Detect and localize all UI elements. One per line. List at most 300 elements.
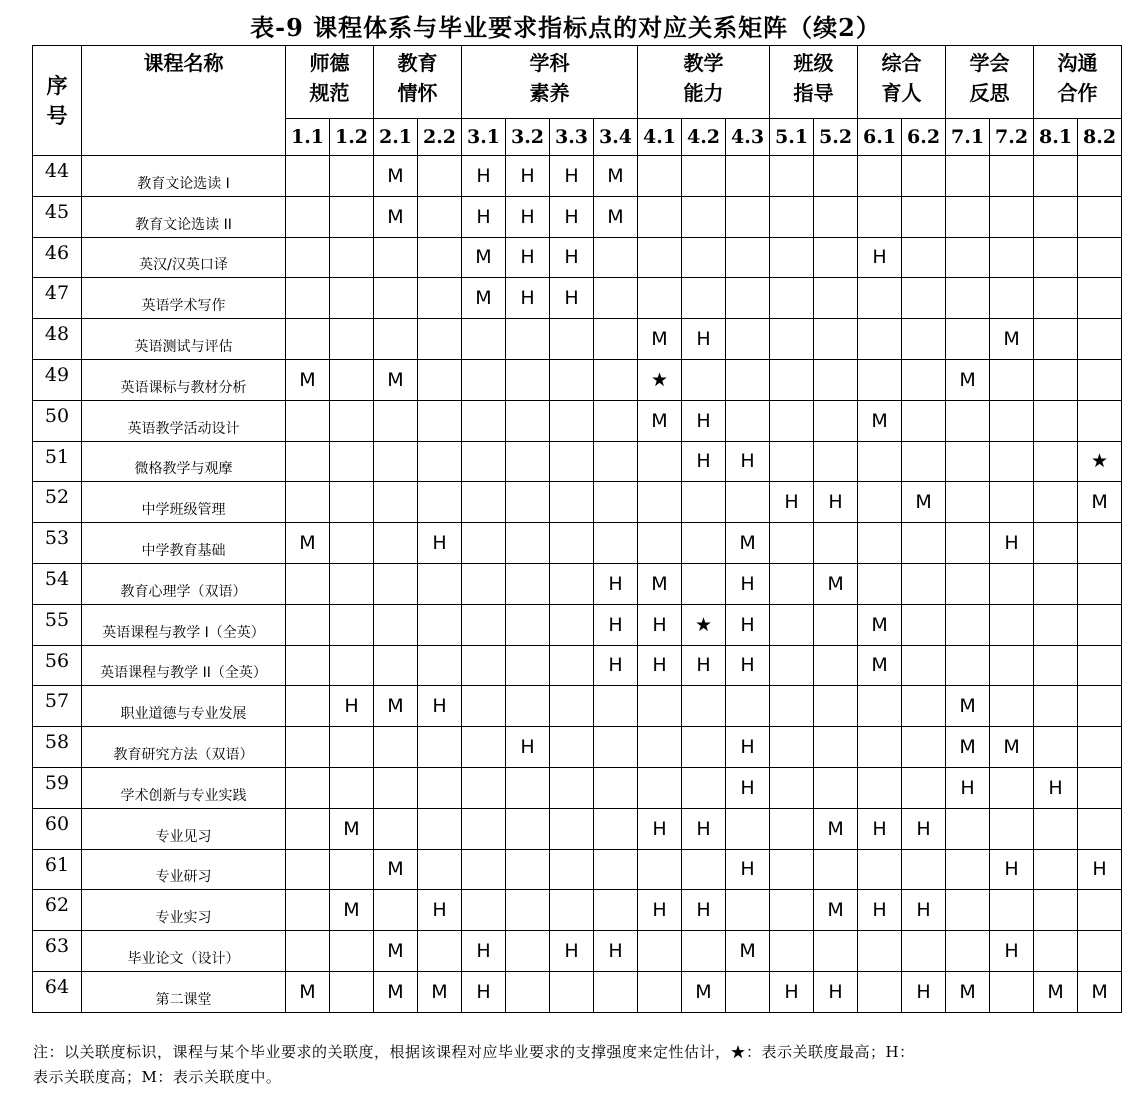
relevance-cell	[638, 686, 682, 727]
relevance-cell: M	[418, 971, 462, 1012]
indicator-header: 5.1	[770, 119, 814, 156]
relevance-cell	[638, 523, 682, 564]
relevance-cell: H	[550, 931, 594, 972]
relevance-cell	[330, 482, 374, 523]
relevance-cell	[418, 196, 462, 237]
relevance-cell	[330, 237, 374, 278]
relevance-cell	[814, 849, 858, 890]
relevance-cell	[418, 849, 462, 890]
relevance-cell	[1034, 156, 1078, 197]
relevance-cell	[814, 237, 858, 278]
relevance-cell	[594, 767, 638, 808]
relevance-cell	[682, 767, 726, 808]
relevance-cell	[946, 523, 990, 564]
relevance-cell	[1078, 808, 1122, 849]
relevance-cell: H	[726, 604, 770, 645]
relevance-cell: M	[902, 482, 946, 523]
relevance-cell	[1034, 686, 1078, 727]
relevance-cell: H	[594, 931, 638, 972]
relevance-cell: H	[682, 319, 726, 360]
relevance-cell	[374, 523, 418, 564]
relevance-cell	[1034, 278, 1078, 319]
relevance-cell	[990, 645, 1034, 686]
relevance-cell: M	[858, 400, 902, 441]
relevance-cell: M	[726, 523, 770, 564]
row-number: 60	[33, 808, 82, 849]
relevance-cell	[902, 604, 946, 645]
relevance-cell	[330, 931, 374, 972]
table-row	[33, 890, 1122, 931]
relevance-cell	[770, 767, 814, 808]
relevance-cell	[594, 971, 638, 1012]
row-number: 46	[33, 237, 82, 278]
relevance-cell: ★	[682, 604, 726, 645]
relevance-cell	[594, 278, 638, 319]
relevance-cell	[990, 767, 1034, 808]
table-row	[33, 400, 1122, 441]
relevance-cell	[1034, 808, 1078, 849]
relevance-cell: H	[946, 767, 990, 808]
relevance-cell	[550, 359, 594, 400]
row-number: 51	[33, 441, 82, 482]
relevance-cell	[858, 359, 902, 400]
relevance-cell	[638, 727, 682, 768]
relevance-cell	[638, 278, 682, 319]
relevance-cell	[990, 686, 1034, 727]
group-header: 教学 能力	[638, 46, 770, 119]
relevance-cell	[550, 727, 594, 768]
relevance-cell	[1034, 237, 1078, 278]
relevance-cell	[1078, 319, 1122, 360]
table-row	[33, 767, 1122, 808]
relevance-cell	[770, 278, 814, 319]
row-number: 48	[33, 319, 82, 360]
course-name: 毕业论文（设计）	[82, 931, 286, 972]
relevance-cell	[374, 890, 418, 931]
relevance-cell	[946, 931, 990, 972]
relevance-cell: H	[638, 645, 682, 686]
relevance-cell	[814, 278, 858, 319]
relevance-cell	[462, 319, 506, 360]
relevance-cell	[286, 767, 330, 808]
relevance-cell: M	[374, 156, 418, 197]
relevance-cell	[682, 931, 726, 972]
relevance-cell: M	[374, 196, 418, 237]
relevance-cell	[902, 441, 946, 482]
relevance-cell	[902, 196, 946, 237]
footnote-line: 表示关联度高；M：表示关联度中。	[33, 1068, 282, 1086]
relevance-cell	[770, 645, 814, 686]
relevance-cell: M	[462, 237, 506, 278]
course-matrix-table	[32, 45, 1122, 1013]
relevance-cell	[550, 482, 594, 523]
relevance-cell	[946, 808, 990, 849]
relevance-cell	[550, 400, 594, 441]
relevance-cell: H	[462, 931, 506, 972]
indicator-header: 2.1	[374, 119, 418, 156]
table-row	[33, 278, 1122, 319]
relevance-cell	[638, 931, 682, 972]
relevance-cell	[858, 278, 902, 319]
relevance-cell	[594, 482, 638, 523]
relevance-cell	[858, 727, 902, 768]
relevance-cell	[814, 727, 858, 768]
indicator-header: 3.3	[550, 119, 594, 156]
relevance-cell	[374, 645, 418, 686]
relevance-cell	[550, 523, 594, 564]
relevance-cell	[638, 482, 682, 523]
relevance-cell: H	[990, 523, 1034, 564]
course-name-header: 课程名称	[82, 46, 286, 156]
relevance-cell	[1078, 523, 1122, 564]
relevance-cell: M	[726, 931, 770, 972]
relevance-cell	[418, 482, 462, 523]
indicator-header: 4.2	[682, 119, 726, 156]
relevance-cell	[902, 237, 946, 278]
relevance-cell	[770, 156, 814, 197]
relevance-cell	[990, 156, 1034, 197]
relevance-cell	[946, 156, 990, 197]
course-name: 教育文论选读 I	[82, 156, 286, 197]
table-row	[33, 523, 1122, 564]
relevance-cell: H	[506, 156, 550, 197]
relevance-cell: H	[726, 727, 770, 768]
relevance-cell	[990, 890, 1034, 931]
row-number: 50	[33, 400, 82, 441]
row-number: 58	[33, 727, 82, 768]
relevance-cell	[286, 686, 330, 727]
row-number: 55	[33, 604, 82, 645]
relevance-cell	[726, 156, 770, 197]
relevance-cell	[902, 686, 946, 727]
relevance-cell: M	[990, 319, 1034, 360]
indicator-header: 3.2	[506, 119, 550, 156]
relevance-cell	[902, 931, 946, 972]
relevance-cell	[858, 482, 902, 523]
table-row	[33, 359, 1122, 400]
relevance-cell	[682, 563, 726, 604]
relevance-cell	[374, 767, 418, 808]
relevance-cell	[682, 278, 726, 319]
row-number: 56	[33, 645, 82, 686]
relevance-cell: M	[462, 278, 506, 319]
course-name: 第二课堂	[82, 971, 286, 1012]
relevance-cell: M	[286, 971, 330, 1012]
relevance-cell	[550, 890, 594, 931]
relevance-cell	[462, 645, 506, 686]
relevance-cell: M	[682, 971, 726, 1012]
relevance-cell	[374, 808, 418, 849]
relevance-cell	[726, 237, 770, 278]
relevance-cell: M	[374, 931, 418, 972]
course-name: 中学班级管理	[82, 482, 286, 523]
relevance-cell	[814, 767, 858, 808]
relevance-cell	[462, 523, 506, 564]
relevance-cell	[594, 523, 638, 564]
relevance-cell	[418, 727, 462, 768]
relevance-cell	[638, 237, 682, 278]
relevance-cell	[1078, 278, 1122, 319]
relevance-cell	[770, 400, 814, 441]
relevance-cell	[374, 604, 418, 645]
relevance-cell	[550, 319, 594, 360]
relevance-cell	[418, 441, 462, 482]
relevance-cell	[374, 482, 418, 523]
relevance-cell	[594, 849, 638, 890]
relevance-cell: H	[594, 604, 638, 645]
relevance-cell	[594, 237, 638, 278]
relevance-cell	[286, 645, 330, 686]
relevance-cell: H	[506, 727, 550, 768]
relevance-cell	[286, 849, 330, 890]
relevance-cell: H	[550, 278, 594, 319]
relevance-cell	[462, 604, 506, 645]
relevance-cell	[946, 645, 990, 686]
relevance-cell	[814, 604, 858, 645]
relevance-cell	[418, 767, 462, 808]
relevance-cell	[990, 278, 1034, 319]
relevance-cell: H	[726, 767, 770, 808]
relevance-cell	[902, 156, 946, 197]
relevance-cell	[550, 849, 594, 890]
relevance-cell: M	[286, 359, 330, 400]
relevance-cell	[858, 319, 902, 360]
relevance-cell	[418, 400, 462, 441]
relevance-cell	[330, 400, 374, 441]
relevance-cell: M	[858, 604, 902, 645]
course-name: 职业道德与专业发展	[82, 686, 286, 727]
relevance-cell: H	[770, 971, 814, 1012]
relevance-cell	[946, 400, 990, 441]
relevance-cell	[1078, 686, 1122, 727]
relevance-cell	[330, 156, 374, 197]
relevance-cell	[1034, 890, 1078, 931]
relevance-cell	[770, 237, 814, 278]
relevance-cell	[682, 686, 726, 727]
relevance-cell	[330, 278, 374, 319]
relevance-cell	[462, 482, 506, 523]
relevance-cell	[594, 727, 638, 768]
relevance-cell	[682, 156, 726, 197]
relevance-cell: H	[506, 237, 550, 278]
relevance-cell: H	[990, 849, 1034, 890]
relevance-cell: H	[858, 808, 902, 849]
relevance-cell	[814, 156, 858, 197]
relevance-cell	[770, 523, 814, 564]
relevance-cell	[462, 767, 506, 808]
relevance-cell	[550, 563, 594, 604]
relevance-cell	[946, 196, 990, 237]
relevance-cell	[374, 727, 418, 768]
course-name: 英语学术写作	[82, 278, 286, 319]
relevance-cell	[286, 196, 330, 237]
table-row	[33, 971, 1122, 1012]
course-name: 英语测试与评估	[82, 319, 286, 360]
course-name: 教育研究方法（双语）	[82, 727, 286, 768]
relevance-cell: H	[462, 196, 506, 237]
relevance-cell	[638, 196, 682, 237]
relevance-cell	[594, 400, 638, 441]
table-row	[33, 156, 1122, 197]
row-number: 64	[33, 971, 82, 1012]
indicator-header: 2.2	[418, 119, 462, 156]
relevance-cell: M	[946, 727, 990, 768]
relevance-cell	[1034, 563, 1078, 604]
indicator-header: 8.2	[1078, 119, 1122, 156]
relevance-cell: M	[374, 359, 418, 400]
relevance-cell	[462, 890, 506, 931]
relevance-cell	[858, 971, 902, 1012]
table-row	[33, 931, 1122, 972]
relevance-cell	[418, 278, 462, 319]
relevance-cell	[1078, 604, 1122, 645]
relevance-cell	[814, 196, 858, 237]
relevance-cell: H	[682, 645, 726, 686]
indicator-header: 3.4	[594, 119, 638, 156]
relevance-cell	[1034, 523, 1078, 564]
relevance-cell	[726, 400, 770, 441]
relevance-cell	[462, 686, 506, 727]
relevance-cell	[858, 931, 902, 972]
relevance-cell: M	[330, 808, 374, 849]
relevance-cell	[1078, 563, 1122, 604]
relevance-cell: H	[638, 808, 682, 849]
relevance-cell: H	[1034, 767, 1078, 808]
relevance-cell: H	[550, 156, 594, 197]
relevance-cell	[946, 278, 990, 319]
relevance-cell	[506, 890, 550, 931]
relevance-cell: H	[858, 237, 902, 278]
relevance-cell	[902, 400, 946, 441]
relevance-cell	[374, 319, 418, 360]
relevance-cell	[550, 441, 594, 482]
group-header: 综合 育人	[858, 46, 946, 119]
relevance-cell	[374, 278, 418, 319]
table-row	[33, 319, 1122, 360]
relevance-cell	[594, 808, 638, 849]
relevance-cell	[946, 482, 990, 523]
relevance-cell	[726, 890, 770, 931]
relevance-cell	[550, 971, 594, 1012]
table-row	[33, 645, 1122, 686]
relevance-cell	[946, 849, 990, 890]
relevance-cell: H	[902, 808, 946, 849]
relevance-cell	[770, 686, 814, 727]
relevance-cell: M	[946, 971, 990, 1012]
relevance-cell	[330, 645, 374, 686]
relevance-cell	[1034, 604, 1078, 645]
relevance-cell: H	[990, 931, 1034, 972]
relevance-cell	[1034, 441, 1078, 482]
relevance-cell: M	[1078, 971, 1122, 1012]
relevance-cell	[770, 563, 814, 604]
relevance-cell: M	[374, 686, 418, 727]
relevance-cell: H	[594, 563, 638, 604]
relevance-cell	[902, 727, 946, 768]
relevance-cell	[858, 849, 902, 890]
relevance-cell: H	[594, 645, 638, 686]
relevance-cell: H	[858, 890, 902, 931]
relevance-cell: H	[506, 196, 550, 237]
relevance-cell	[814, 645, 858, 686]
relevance-cell	[990, 359, 1034, 400]
relevance-cell	[506, 849, 550, 890]
relevance-cell	[506, 523, 550, 564]
course-name: 英语课标与教材分析	[82, 359, 286, 400]
course-name: 学术创新与专业实践	[82, 767, 286, 808]
row-number: 47	[33, 278, 82, 319]
relevance-cell	[902, 563, 946, 604]
indicator-header: 6.1	[858, 119, 902, 156]
relevance-cell	[990, 441, 1034, 482]
course-name: 英语课程与教学 I（全英）	[82, 604, 286, 645]
relevance-cell	[814, 319, 858, 360]
relevance-cell	[682, 727, 726, 768]
relevance-cell	[286, 890, 330, 931]
relevance-cell: M	[1078, 482, 1122, 523]
relevance-cell	[550, 686, 594, 727]
relevance-cell: H	[1078, 849, 1122, 890]
relevance-cell	[726, 278, 770, 319]
relevance-cell	[462, 563, 506, 604]
relevance-cell	[286, 604, 330, 645]
relevance-cell	[726, 686, 770, 727]
relevance-cell	[726, 359, 770, 400]
relevance-cell	[506, 563, 550, 604]
relevance-cell: M	[946, 359, 990, 400]
relevance-cell: H	[462, 156, 506, 197]
relevance-cell	[770, 604, 814, 645]
relevance-cell: H	[814, 971, 858, 1012]
relevance-cell	[770, 849, 814, 890]
relevance-cell	[462, 441, 506, 482]
indicator-header: 1.1	[286, 119, 330, 156]
relevance-cell	[418, 359, 462, 400]
table-row	[33, 441, 1122, 482]
relevance-cell	[418, 237, 462, 278]
relevance-cell	[418, 319, 462, 360]
relevance-cell	[858, 686, 902, 727]
row-number: 44	[33, 156, 82, 197]
relevance-cell	[638, 971, 682, 1012]
relevance-cell	[550, 604, 594, 645]
relevance-cell	[418, 808, 462, 849]
relevance-cell	[374, 400, 418, 441]
relevance-cell: H	[638, 890, 682, 931]
row-number: 53	[33, 523, 82, 564]
relevance-cell	[1034, 482, 1078, 523]
table-row	[33, 237, 1122, 278]
relevance-cell	[506, 482, 550, 523]
relevance-cell	[462, 727, 506, 768]
relevance-cell	[1034, 196, 1078, 237]
relevance-cell	[1078, 400, 1122, 441]
relevance-cell	[902, 645, 946, 686]
relevance-cell: M	[858, 645, 902, 686]
relevance-cell	[814, 359, 858, 400]
row-number: 52	[33, 482, 82, 523]
relevance-cell: M	[638, 400, 682, 441]
relevance-cell: H	[726, 441, 770, 482]
table-row	[33, 849, 1122, 890]
relevance-cell	[990, 808, 1034, 849]
indicator-header: 4.3	[726, 119, 770, 156]
relevance-cell	[946, 563, 990, 604]
relevance-cell	[330, 604, 374, 645]
relevance-cell	[1078, 727, 1122, 768]
relevance-cell	[286, 237, 330, 278]
relevance-cell: M	[638, 319, 682, 360]
